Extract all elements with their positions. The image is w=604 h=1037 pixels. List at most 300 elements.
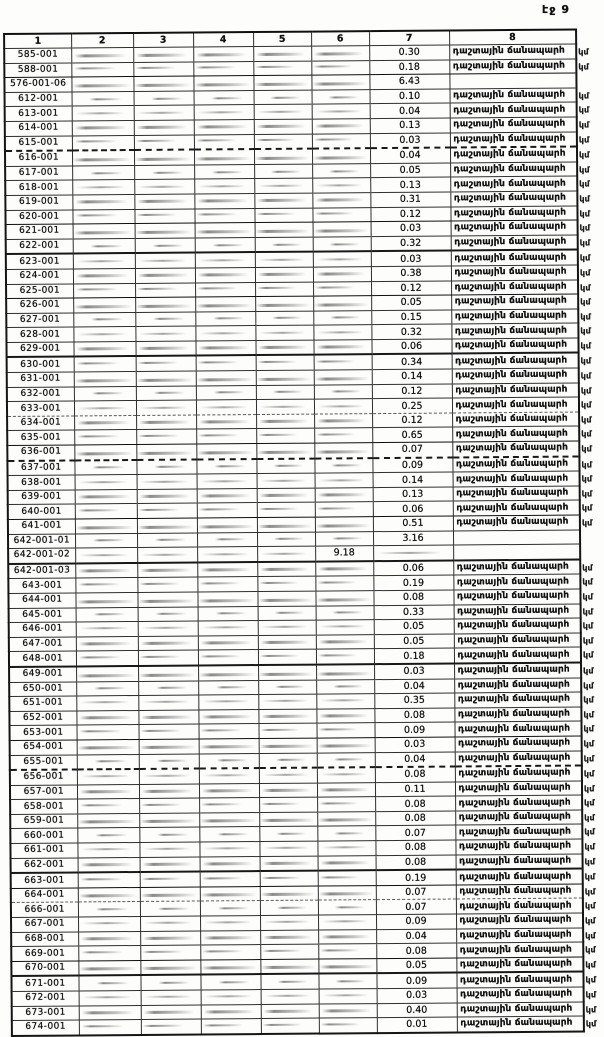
empty-cell <box>74 401 136 416</box>
unit-label: կմ <box>584 842 595 852</box>
road-code: 671-001 <box>11 976 78 992</box>
empty-cell <box>138 665 198 681</box>
road-type-label: դաշտային ճանապարհ <box>458 752 571 764</box>
empty-cell <box>195 340 255 356</box>
unit-label: կմ <box>580 326 591 336</box>
empty-cell <box>77 739 139 754</box>
empty-cell <box>260 930 318 945</box>
empty-cell <box>198 606 258 621</box>
road-type-label: դաշտային ճանապարհ <box>454 281 567 293</box>
road-type-cell <box>455 736 595 752</box>
empty-cell <box>257 517 315 532</box>
empty-cell <box>137 518 197 533</box>
road-type-label: դաշտային ճանապարհ <box>454 252 567 264</box>
empty-cell <box>259 827 317 842</box>
unit-label: կմ <box>585 1019 597 1029</box>
empty-cell <box>137 489 197 504</box>
road-type-cell <box>453 589 594 605</box>
length-value: 0.08 <box>375 840 455 855</box>
empty-cell <box>254 90 312 105</box>
road-type-cell <box>450 117 590 133</box>
empty-cell <box>196 429 256 444</box>
empty-cell <box>77 828 139 843</box>
road-type-label: դաշտային ճանապարհ <box>454 266 567 278</box>
road-code: 652-001 <box>9 711 76 726</box>
empty-cell <box>253 75 311 90</box>
road-type-cell <box>451 250 591 266</box>
length-value: 0.15 <box>371 310 451 325</box>
empty-cell <box>137 547 197 563</box>
length-value: 0.08 <box>376 943 456 958</box>
unit-label: կմ <box>583 666 594 676</box>
unit-label: կմ <box>584 887 596 897</box>
road-type-label: դաշտային ճանապարհ <box>458 811 571 823</box>
road-code: 633-001 <box>7 401 74 416</box>
length-value: 0.34 <box>372 354 452 370</box>
empty-cell <box>258 606 316 621</box>
empty-cell <box>72 120 134 135</box>
road-code: 617-001 <box>5 166 72 181</box>
length-value: 0.18 <box>369 60 449 75</box>
length-value: 0.33 <box>374 605 454 620</box>
empty-cell <box>79 1020 141 1036</box>
empty-cell <box>195 282 255 297</box>
empty-cell <box>260 915 318 930</box>
empty-cell <box>78 887 140 902</box>
empty-cell <box>312 178 370 193</box>
empty-cell <box>201 1004 261 1019</box>
road-type-cell <box>451 265 591 281</box>
length-value: 0.13 <box>373 487 453 502</box>
empty-cell <box>260 944 318 959</box>
road-type-cell <box>455 781 595 797</box>
empty-cell <box>260 959 318 975</box>
empty-cell <box>194 164 254 179</box>
road-type-label: դաշտային ճանապարհ <box>457 694 570 705</box>
empty-cell <box>259 753 317 769</box>
unit-label: կմ <box>585 1004 597 1015</box>
empty-cell <box>257 473 315 488</box>
road-code: 650-001 <box>9 681 76 696</box>
column-header: 2 <box>71 33 133 48</box>
length-value: 0.13 <box>370 118 450 133</box>
road-type-cell <box>451 323 591 339</box>
unit-label: կմ <box>583 695 594 705</box>
empty-cell <box>138 607 198 622</box>
empty-cell <box>72 135 134 151</box>
unit-label: կմ <box>584 857 596 867</box>
empty-cell <box>258 680 316 695</box>
empty-cell <box>136 386 196 401</box>
road-type-cell <box>456 972 597 988</box>
road-type-cell <box>452 412 592 428</box>
length-value: 0.12 <box>372 413 452 428</box>
empty-cell <box>140 857 200 873</box>
empty-cell <box>135 268 195 283</box>
empty-cell <box>196 400 256 415</box>
road-type-label: դաշտային ճանապարհ <box>457 620 570 631</box>
length-value: 0.11 <box>375 782 455 797</box>
column-header: 6 <box>311 31 369 46</box>
road-code: 629-001 <box>6 342 73 358</box>
empty-cell <box>73 283 135 298</box>
empty-cell <box>198 650 258 666</box>
road-code: 642-001-02 <box>8 548 75 564</box>
empty-cell <box>75 518 137 533</box>
empty-cell <box>194 149 254 165</box>
length-value: 0.08 <box>375 811 455 826</box>
empty-cell <box>256 414 314 429</box>
road-code: 613-001 <box>5 106 72 121</box>
road-type-label: դաշտային ճանապարհ <box>455 355 568 367</box>
length-value: 0.38 <box>371 266 451 281</box>
length-value: 0.04 <box>376 929 456 944</box>
empty-cell <box>316 605 374 620</box>
empty-cell <box>71 62 133 77</box>
empty-cell <box>72 91 134 106</box>
empty-cell <box>255 311 313 326</box>
empty-cell <box>311 60 369 75</box>
empty-cell <box>257 591 315 606</box>
length-value: 0.07 <box>372 442 452 458</box>
empty-cell <box>197 577 257 592</box>
col6-value: 9.18 <box>315 546 373 562</box>
empty-cell <box>198 680 258 695</box>
length-value: 0.08 <box>373 590 453 605</box>
length-value: 0.08 <box>374 708 454 723</box>
empty-cell <box>136 356 196 372</box>
road-type-cell <box>456 942 596 958</box>
empty-cell <box>134 179 194 194</box>
empty-cell <box>256 429 314 444</box>
empty-cell <box>318 870 376 886</box>
road-type-label: դաշտային ճանապարհ <box>454 236 567 248</box>
road-type-label: դաշտային ճանապարհ <box>456 576 570 588</box>
empty-cell <box>199 753 259 769</box>
road-type-label: դաշտային ճանապարհ <box>453 178 566 190</box>
empty-cell <box>260 974 318 990</box>
empty-cell <box>259 783 317 798</box>
road-type-cell <box>455 766 595 782</box>
empty-cell <box>256 385 314 400</box>
empty-cell <box>76 666 138 682</box>
road-type-cell <box>456 928 596 944</box>
road-code: 673-001 <box>12 1006 79 1021</box>
empty-cell <box>76 622 138 637</box>
length-value: 0.04 <box>375 751 455 767</box>
empty-cell <box>72 194 134 209</box>
empty-cell <box>139 784 199 799</box>
empty-cell <box>316 664 374 680</box>
empty-cell <box>195 267 255 282</box>
road-code: 651-001 <box>9 696 76 711</box>
empty-cell <box>199 783 259 798</box>
empty-cell <box>133 76 193 91</box>
unit-label: կմ <box>579 208 591 219</box>
road-code: 634-001 <box>7 416 74 431</box>
road-type-label: դաշտային ճանապարհ <box>455 428 568 440</box>
empty-cell <box>314 355 372 371</box>
road-type-cell <box>449 73 576 89</box>
unit-label: կմ <box>581 429 592 439</box>
empty-cell <box>137 592 197 607</box>
empty-cell <box>137 577 197 592</box>
road-type-cell <box>454 633 594 649</box>
length-value: 0.13 <box>370 177 450 192</box>
empty-cell <box>258 620 316 635</box>
empty-cell <box>134 165 194 180</box>
empty-cell <box>140 872 200 888</box>
road-code: 657-001 <box>10 785 77 800</box>
road-code: 660-001 <box>10 828 77 843</box>
empty-cell <box>75 489 137 504</box>
empty-cell <box>75 475 137 490</box>
unit-label: կմ <box>583 680 594 691</box>
empty-cell <box>197 592 257 607</box>
unit-label: կմ <box>579 165 590 175</box>
empty-cell <box>200 901 260 916</box>
empty-cell <box>314 413 372 428</box>
empty-cell <box>254 208 312 223</box>
empty-cell <box>75 504 137 519</box>
empty-cell <box>199 798 259 813</box>
length-value: 0.01 <box>377 1017 457 1033</box>
empty-cell <box>254 193 312 208</box>
road-type-cell <box>451 220 591 236</box>
length-value: 0.05 <box>374 634 454 649</box>
empty-cell <box>78 931 140 946</box>
road-code: 670-001 <box>11 961 78 977</box>
length-value: 0.12 <box>371 281 451 296</box>
empty-cell <box>199 738 259 753</box>
road-code: 628-001 <box>6 327 73 342</box>
empty-cell <box>78 872 140 888</box>
empty-cell <box>78 975 140 991</box>
unit-label: կմ <box>578 150 590 160</box>
empty-cell <box>75 563 137 579</box>
unit-label: կմ <box>578 91 590 101</box>
empty-cell <box>255 282 313 297</box>
empty-cell <box>195 297 255 312</box>
empty-cell <box>315 487 373 502</box>
unit-label: կմ <box>583 710 594 720</box>
road-type-cell <box>452 426 592 442</box>
empty-cell <box>197 547 257 563</box>
road-code: 639-001 <box>8 490 75 505</box>
empty-cell <box>255 267 313 282</box>
empty-cell <box>197 474 257 489</box>
empty-cell <box>135 238 195 254</box>
empty-cell <box>312 163 370 178</box>
length-value: 0.06 <box>373 501 453 516</box>
empty-cell <box>196 444 256 460</box>
road-code: 625-001 <box>6 283 73 298</box>
column-header: 8 <box>449 30 576 45</box>
empty-cell <box>259 768 317 784</box>
length-value: 3.16 <box>373 531 453 546</box>
empty-cell <box>257 488 315 503</box>
road-code: 585-001 <box>4 48 71 63</box>
road-code: 662-001 <box>11 858 78 874</box>
empty-cell <box>196 459 256 475</box>
empty-cell <box>197 518 257 533</box>
empty-cell <box>314 370 372 385</box>
road-type-cell <box>456 869 596 885</box>
empty-cell <box>138 695 198 710</box>
road-code: 664-001 <box>11 888 78 903</box>
empty-cell <box>77 843 139 858</box>
empty-cell <box>74 445 136 461</box>
empty-cell <box>257 502 315 517</box>
unit-label: կմ <box>585 960 596 970</box>
empty-cell <box>76 636 138 651</box>
road-type-cell <box>454 707 594 723</box>
empty-cell <box>140 975 200 991</box>
empty-cell <box>257 546 315 562</box>
empty-cell <box>135 223 195 238</box>
road-type-label: դաշտային ճանապարհ <box>459 900 572 912</box>
road-type-cell <box>451 235 591 251</box>
empty-cell <box>138 650 198 666</box>
road-code: 635-001 <box>7 430 74 445</box>
road-type-cell <box>452 441 592 457</box>
empty-cell <box>74 460 136 476</box>
empty-cell <box>77 813 139 828</box>
unit-label: կմ <box>579 179 590 189</box>
empty-cell <box>136 371 196 386</box>
unit-label: կմ <box>579 223 591 233</box>
road-type-label: դաշտային ճանապարհ <box>454 310 567 322</box>
length-value: 0.08 <box>376 855 456 871</box>
road-code: 642-001-03 <box>8 563 75 579</box>
road-type-label: դաշտային ճանապարհ <box>456 473 569 484</box>
length-value: 0.14 <box>373 472 453 487</box>
empty-cell <box>197 488 257 503</box>
empty-cell <box>199 812 259 827</box>
empty-cell <box>259 738 317 753</box>
length-value: 0.09 <box>372 457 452 473</box>
empty-cell <box>317 738 375 753</box>
empty-cell <box>198 635 258 650</box>
empty-cell <box>137 562 197 578</box>
road-code: 626-001 <box>6 298 73 313</box>
empty-cell <box>317 782 375 797</box>
unit-label: կմ <box>583 739 595 749</box>
road-type-cell <box>452 368 592 384</box>
unit-label: կմ <box>579 194 590 204</box>
empty-cell <box>78 960 140 976</box>
road-type-label: դաշտային ճանապարհ <box>457 649 570 661</box>
empty-cell <box>72 180 134 195</box>
road-type-cell <box>451 309 591 325</box>
empty-cell <box>314 458 372 474</box>
road-type-cell <box>450 162 590 178</box>
road-type-label: դաշտային ճանապարհ <box>455 442 569 454</box>
road-type-cell <box>453 530 580 546</box>
empty-cell <box>200 916 260 931</box>
empty-cell <box>314 384 372 399</box>
empty-cell <box>134 120 194 135</box>
empty-cell <box>257 561 315 577</box>
column-header: 7 <box>369 31 449 46</box>
road-type-cell <box>450 147 590 163</box>
road-type-cell <box>449 59 589 75</box>
empty-cell <box>141 990 201 1005</box>
road-type-label: դաշտային ճանապարհ <box>454 339 568 351</box>
length-value: 0.06 <box>371 339 451 355</box>
empty-cell <box>318 915 376 930</box>
empty-cell <box>312 148 370 164</box>
length-value: 0.12 <box>372 384 452 399</box>
empty-cell <box>78 916 140 931</box>
road-type-label: դաշտային ճանապարհ <box>457 605 570 617</box>
empty-cell <box>74 430 136 445</box>
empty-cell <box>72 106 134 121</box>
empty-cell <box>193 47 253 62</box>
road-code: 637-001 <box>7 460 74 476</box>
road-code: 659-001 <box>10 814 77 829</box>
empty-cell <box>71 77 133 92</box>
length-value: 0.14 <box>372 369 452 384</box>
empty-cell <box>134 105 194 120</box>
empty-cell <box>73 253 135 269</box>
unit-label: կմ <box>581 489 593 499</box>
road-type-label: դաշտային ճանապարհ <box>453 104 566 116</box>
empty-cell <box>259 797 317 812</box>
length-value: 0.04 <box>370 103 450 118</box>
empty-cell <box>195 237 255 253</box>
road-type-label: դաշտային ճանապարհ <box>454 295 567 307</box>
empty-cell <box>137 503 197 518</box>
road-type-label: դաշտային ճանապարհ <box>456 590 570 602</box>
unit-label: կմ <box>582 650 594 660</box>
road-type-cell <box>453 515 593 531</box>
empty-cell <box>197 562 257 578</box>
road-type-label: դաշտային ճանապարհ <box>458 782 571 794</box>
road-type-cell <box>455 839 595 855</box>
road-type-label: դաշտային ճանապարհ <box>453 207 567 219</box>
road-type-label: դաշտային ճանապարհ <box>459 929 572 941</box>
length-value: 0.19 <box>373 575 453 590</box>
empty-cell <box>317 841 375 856</box>
empty-cell <box>312 119 370 134</box>
unit-label: կմ <box>583 784 595 794</box>
length-value: 0.05 <box>370 163 450 178</box>
length-value: 0.35 <box>374 693 454 708</box>
empty-cell <box>75 548 137 564</box>
empty-cell <box>136 400 196 415</box>
road-type-label: դաշտային ճանապարհ <box>458 840 572 852</box>
road-code: 644-001 <box>8 593 75 608</box>
empty-cell <box>255 252 313 268</box>
empty-cell <box>72 165 134 180</box>
empty-cell <box>195 223 255 238</box>
road-code: 642-001-01 <box>8 534 75 549</box>
empty-cell <box>313 281 371 296</box>
length-value: 0.08 <box>375 796 455 811</box>
road-type-label: դաշտային ճանապարհ <box>460 988 573 1000</box>
empty-cell <box>257 576 315 591</box>
road-code: 588-001 <box>4 63 71 78</box>
road-type-label: դաշտային ճանապարհ <box>453 118 566 130</box>
empty-cell <box>201 1019 261 1035</box>
empty-cell <box>194 134 254 150</box>
empty-cell <box>259 812 317 827</box>
column-header: 1 <box>4 33 71 48</box>
empty-cell <box>313 251 371 267</box>
road-type-label: դաշտային ճանապարհ <box>459 974 573 986</box>
empty-cell <box>318 944 376 959</box>
